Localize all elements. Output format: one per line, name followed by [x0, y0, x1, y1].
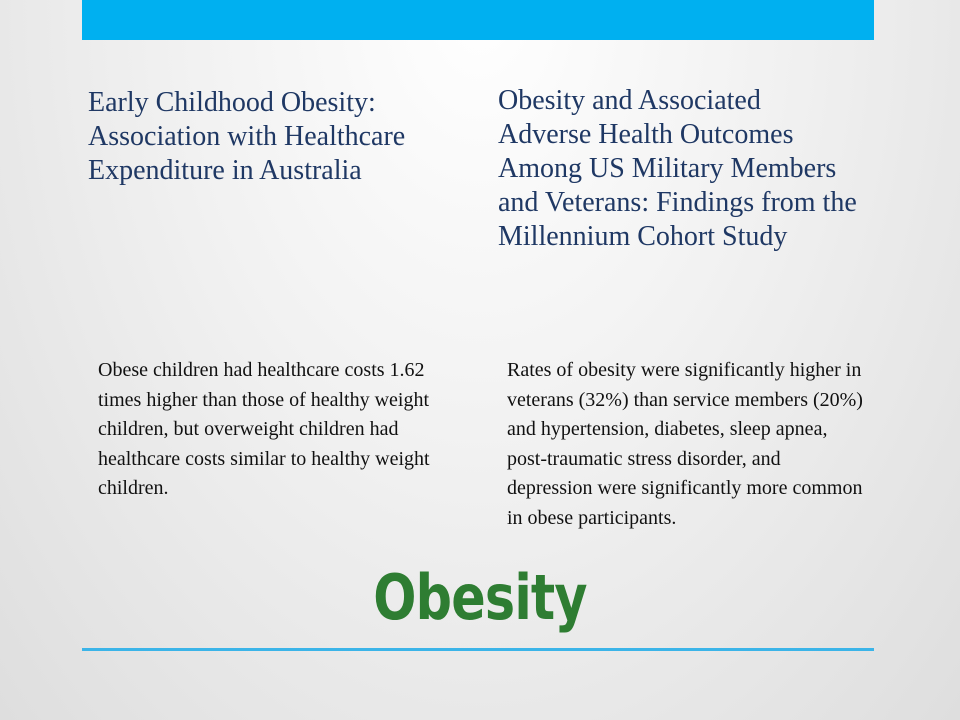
right-column-heading: Obesity and Associated Adverse Health Outcomes Among US Military Members and Veterans: Findings from the Millennium Cohort Study [498, 85, 857, 252]
left-column-heading: Early Childhood Obesity: Association with Healthcare Expenditure in Australia [88, 87, 406, 186]
top-accent-bar [82, 0, 874, 40]
bottom-divider [82, 648, 874, 651]
slide-title: Obesity [373, 561, 587, 634]
right-column-body: Rates of obesity were significantly higher in veterans (32%) than service members (20%) and hypertension, diabetes, sleep apnea, post-traumatic stress disorder, and depression were significantly more common in obese participants. [507, 359, 863, 529]
left-column-body: Obese children had healthcare costs 1.62 times higher than those of healthy weight children, but overweight children had healthcare costs similar to healthy weight children. [98, 359, 430, 499]
